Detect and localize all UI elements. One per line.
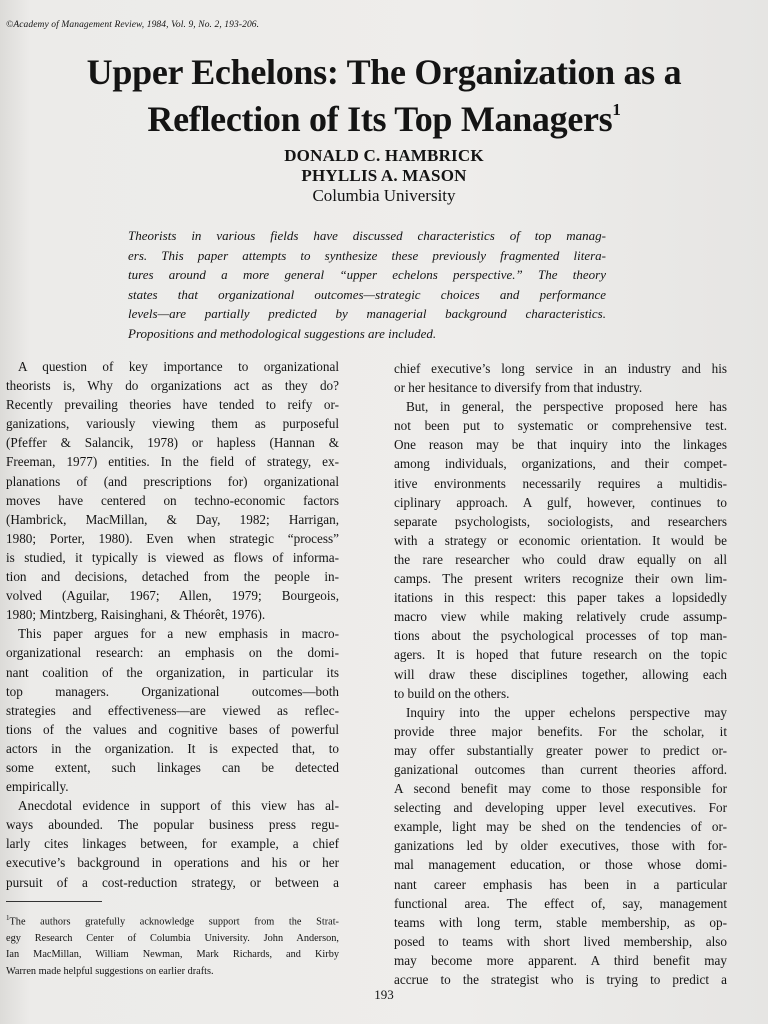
body-line: the rare researcher who could draw equally on all <box>394 551 727 567</box>
abstract-line: Propositions and methodological suggestions are included. <box>128 325 437 341</box>
body-line: functional area. The effect of, say, management <box>394 895 727 911</box>
body-line: ways abounded. The popular business press regu- <box>6 817 339 833</box>
abstract <box>128 226 606 344</box>
body-line: pursuit of a cost-reduction strategy, or between a <box>6 874 339 890</box>
body-line: A question of key importance to organizational <box>18 359 339 374</box>
body-line: will draw these disciplines together, allowing each <box>394 666 727 682</box>
body-line: Recently prevailing theories have tended to reify or- <box>6 397 339 413</box>
body-line: is studied, it typically is viewed as flows of informa- <box>6 549 339 565</box>
abstract-line: levels—are partially predicted by managerial background characteristics. <box>128 306 606 322</box>
footnote-line: Warren made helpful suggestions on earlier drafts. <box>6 965 214 977</box>
body-line: may offer substantially greater power to predict or- <box>394 742 727 758</box>
body-line: separate psychologists, sociologists, and researchers <box>394 513 727 529</box>
body-line: not been put to systematic or comprehensive test. <box>394 418 727 434</box>
footnote-line <box>6 910 339 931</box>
body-line: nant career emphasis has been in a particular <box>394 876 727 892</box>
body-line: 1980; Porter, 1980). Even when strategic “process” <box>6 530 339 546</box>
body-line: itive environments necessarily requires a multidis- <box>394 475 727 491</box>
footnote-line: Ian MacMillan, William Newman, Mark Richards, and Kirby <box>6 949 339 961</box>
body-line: with a strategy or economic orientation. It would be <box>394 532 727 548</box>
body-line: Freeman, 1977) entities. In the field of strategy, ex- <box>6 454 339 470</box>
title-line-1: Upper Echelons: The Organization as a <box>86 52 682 92</box>
article-title <box>0 54 768 138</box>
body-line: Anecdotal evidence in support of this view has al- <box>18 798 339 814</box>
body-line: camps. The present writers recognize their own lim- <box>394 571 727 587</box>
body-line: ganizational outcomes than current theories afford. <box>394 761 727 777</box>
author-affiliation: Columbia University <box>312 186 456 205</box>
body-line: may become more apparent. A third benefit may <box>394 952 727 968</box>
body-column-right <box>394 359 727 989</box>
body-line: among individuals, organizations, and their compet- <box>394 456 727 472</box>
journal-citation: ©Academy of Management Review, 1984, Vol. 9, No. 2, 193-206. <box>6 20 260 30</box>
body-line: top managers. Organizational outcomes—both <box>6 683 339 699</box>
body-line: executive’s background in operations and his or her <box>6 855 339 871</box>
body-line: example, light may be shed on the tendencies of or- <box>394 819 727 835</box>
body-line: But, in general, the perspective proposed here has <box>406 399 727 415</box>
footnote <box>6 910 339 980</box>
footnote-mark: 1 <box>6 914 10 922</box>
body-line: to build on the others. <box>394 685 510 701</box>
body-line: planations of (and prescriptions for) organizational <box>6 473 339 489</box>
body-line: This paper argues for a new emphasis in macro- <box>18 626 339 642</box>
author-name: PHYLLIS A. MASON <box>301 166 467 185</box>
body-line: macro view while making relatively crude assump- <box>394 609 727 625</box>
footnote-text: The authors gratefully acknowledge support from the Strat- <box>9 916 339 928</box>
title-footnote-mark: 1 <box>612 100 621 119</box>
body-line: nant coalition of the organization, in particular its <box>6 664 339 680</box>
abstract-line: states that organizational outcomes—strategic choices and performance <box>128 286 606 302</box>
body-line: actors in the organization. It is expected that, to <box>6 740 339 756</box>
body-line: (Pfeffer & Salancik, 1978) or hapless (Hannan & <box>6 435 339 451</box>
body-line: posed to teams with short lived membership, also <box>394 933 727 949</box>
body-line: teams with long term, stable membership, as op- <box>394 914 727 930</box>
body-line: selecting and developing upper level executives. For <box>394 800 727 816</box>
body-line: tions about the psychological processes of top man- <box>394 628 727 644</box>
abstract-line: Theorists in various fields have discussed characteristics of top manag- <box>128 228 606 243</box>
body-line: volved (Aguilar, 1967; Allen, 1979; Bourgeois, <box>6 588 339 604</box>
body-line: strategies and effectiveness—are viewed as reflec- <box>6 702 339 718</box>
body-line: organizational research: an emphasis on the domi- <box>6 645 339 661</box>
body-line: (Hambrick, MacMillan, & Day, 1982; Harrigan, <box>6 511 339 527</box>
body-line: accrue to the strategist who is trying to predict a <box>394 972 727 987</box>
footnote-line: egy Research Center of Columbia University. John Anderson, <box>6 932 339 944</box>
body-line: A second benefit may come to those responsible for <box>394 781 727 797</box>
body-line: chief executive’s long service in an industry and his <box>394 361 727 376</box>
body-line: 1980; Mintzberg, Raisinghani, & Théorêt, 1976). <box>6 607 266 623</box>
body-line: empirically. <box>6 779 69 795</box>
body-line: ganizations, variously viewing them as purposeful <box>6 416 339 432</box>
page-number: 193 <box>374 987 394 1002</box>
body-line: tion and decisions, detached from the people in- <box>6 569 339 585</box>
body-line: mal management education, or those whose domi- <box>394 857 727 873</box>
body-line: ganizations led by older executives, those with for- <box>394 838 727 854</box>
body-line: agers. It is hoped that future research on the topic <box>394 647 727 663</box>
body-line: larly cites linkages between, for example, a chief <box>6 836 339 852</box>
footnote-divider <box>6 901 102 902</box>
body-line: some extent, such linkages can be detected <box>6 759 339 775</box>
body-line: itations in this respect: this paper takes a lopsidedly <box>394 590 727 606</box>
body-line: ciplinary approach. A gulf, however, continues to <box>394 494 727 510</box>
body-line: theorists is, Why do organizations act as they do? <box>6 378 339 394</box>
body-column-left <box>6 357 339 892</box>
body-line: One reason may be that inquiry into the linkages <box>394 437 727 453</box>
author-block <box>0 146 768 206</box>
title-line-2: Reflection of Its Top Managers <box>147 99 613 139</box>
author-name: DONALD C. HAMBRICK <box>284 146 484 165</box>
body-line: Inquiry into the upper echelons perspective may <box>406 704 727 720</box>
abstract-line: tures around a more general “upper echelons perspective.” The theory <box>128 267 606 283</box>
body-line: tions of the values and cognitive bases of powerful <box>6 721 339 737</box>
body-line: provide three major benefits. For the scholar, it <box>394 723 727 739</box>
abstract-line: ers. This paper attempts to synthesize these previously fragmented litera- <box>128 247 606 263</box>
body-line: moves have centered on techno-economic factors <box>6 492 339 508</box>
body-line: or her hesitance to diversify from that industry. <box>394 380 643 396</box>
